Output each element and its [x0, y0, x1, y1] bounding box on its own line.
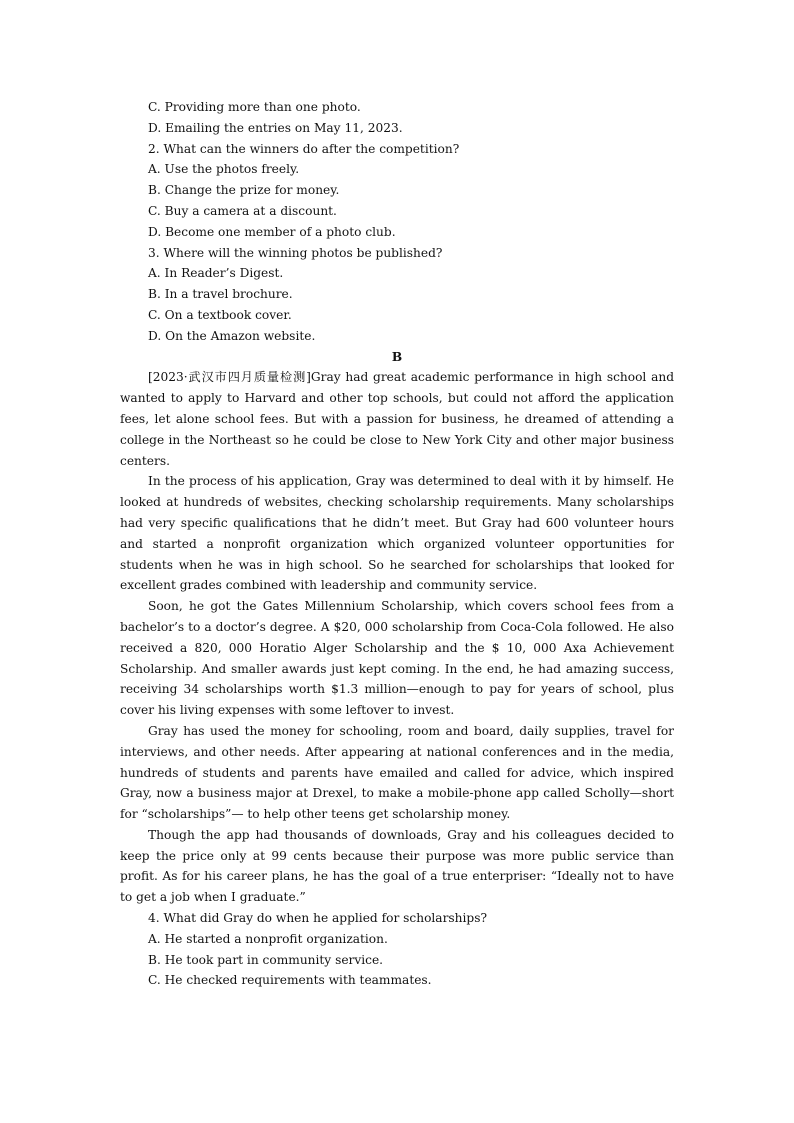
- section-b-heading: B: [391, 349, 403, 364]
- q3-option-c: C. On a textbook cover.: [148, 307, 292, 322]
- passage-paragraph-4: Gray has used the money for schooling, room and board, daily supplies, travel for interviews, and other needs. After appearing at national conferences and in the media, hundreds of students and parents have emailed and called for advice, which inspired Gray, now a business major at Drexel, to make a mobile-phone app called Scholly—short for “scholarships”— to help other teens get scholarship money.: [120, 723, 674, 822]
- q2-option-a: A. Use the photos freely.: [148, 162, 300, 177]
- q2-option-b: B. Change the prize for money.: [148, 183, 340, 198]
- passage-paragraph-5: Though the app had thousands of downloads, Gray and his colleagues decided to keep the price only at 99 cents because their purpose was more public service than profit. As for his career plans, he has the goal of a true enterpriser: “Ideally not to have to get a job when I graduate.”: [120, 827, 674, 905]
- text-block: [120, 97, 674, 991]
- q1-option-c: C. Providing more than one photo.: [148, 100, 361, 114]
- q4-question: 4. What did Gray do when he applied for scholarships?: [148, 911, 487, 926]
- q4-option-c: C. He checked requirements with teammates.: [148, 973, 432, 988]
- q1-option-d: D. Emailing the entries on May 11, 2023.: [148, 120, 403, 135]
- q3-question: 3. Where will the winning photos be published?: [148, 245, 443, 260]
- passage-paragraph-3: Soon, he got the Gates Millennium Scholarship, which covers school fees from a bachelor’s to a doctor’s degree. A $20, 000 scholarship from Coca-Cola followed. He also received a 820, 000 Horatio Alger Scholarship and the $ 10, 000 Axa Achievement Scholarship. And smaller awards just kept coming. In the end, he had amazing success, receiving 34 scholarships worth $1.3 million—enough to pay for years of school, plus cover his living expenses with some leftover to invest.: [120, 599, 674, 718]
- q2-option-d: D. Become one member of a photo club.: [148, 224, 396, 239]
- q2-question: 2. What can the winners do after the competition?: [148, 141, 460, 156]
- q3-option-a: A. In Reader’s Digest.: [148, 266, 284, 281]
- passage-paragraph-1: [2023·武汉市四月质量检测]Gray had great academic performance in high school and wanted to apply to Harvard and other top schools, but could not afford the application fees, let alone school fees. But with a passion for business, he dreamed of attending a college in the Northeast so he could be close to New York City and other major business centers.: [120, 370, 674, 468]
- passage-paragraph-2: In the process of his application, Gray was determined to deal with it by himself. He looked at hundreds of websites, checking scholarship requirements. Many scholarships had very specific qualifications that he didn’t meet. But Gray had 600 volunteer hours and started a nonprofit organization which organized volunteer opportunities for students when he was in high school. So he searched for scholarships that looked for excellent grades combined with leadership and community service.: [120, 474, 674, 593]
- q3-option-b: B. In a travel brochure.: [148, 287, 293, 302]
- q4-option-b: B. He took part in community service.: [148, 952, 384, 967]
- q4-option-a: A. He started a nonprofit organization.: [148, 931, 388, 946]
- q2-option-c: C. Buy a camera at a discount.: [148, 203, 337, 218]
- q3-option-d: D. On the Amazon website.: [148, 328, 316, 343]
